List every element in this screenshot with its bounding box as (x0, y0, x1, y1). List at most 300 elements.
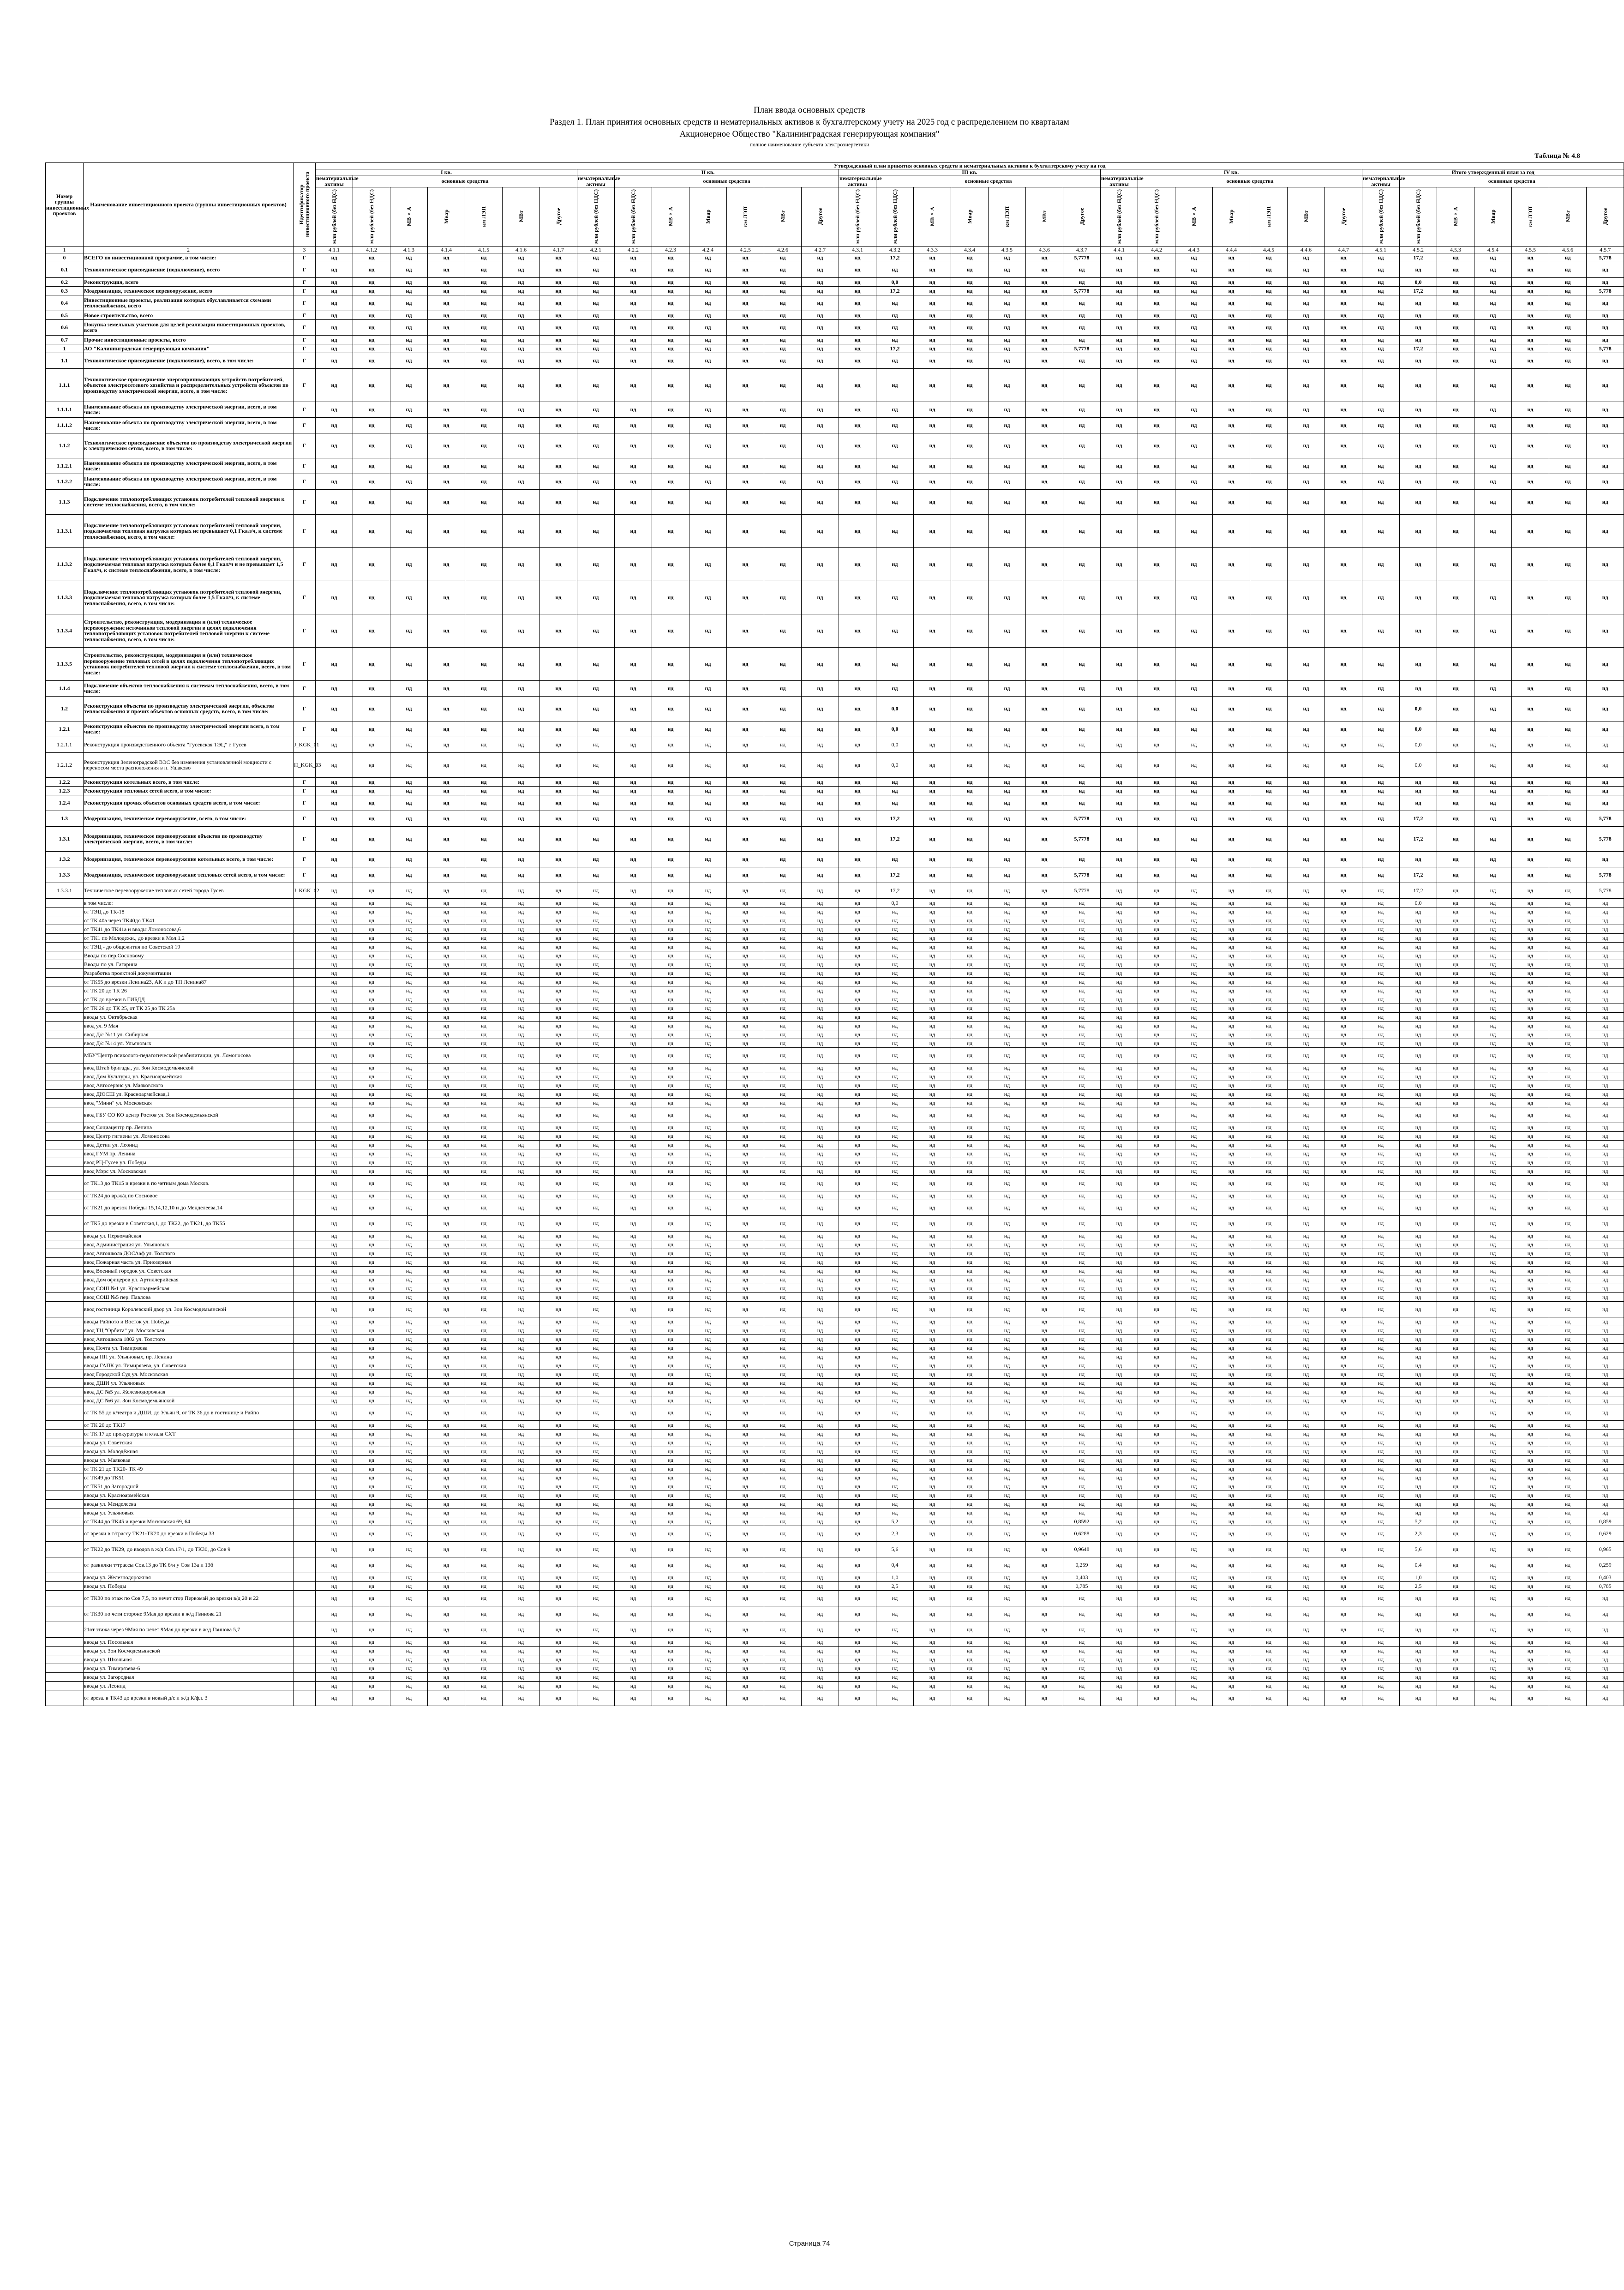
row-value: нд (428, 335, 465, 344)
row-value: нд (1026, 614, 1063, 647)
row-value: нд (1587, 1370, 1624, 1378)
row-value: нд (316, 696, 353, 721)
row-value: нд (428, 1301, 465, 1317)
row-value: нд (1362, 1464, 1400, 1473)
row-value: нд (1362, 311, 1400, 319)
row-value: нд (689, 867, 727, 883)
row-number: 1.1.3.2 (46, 547, 84, 581)
row-value: нд (802, 647, 839, 680)
row-value: нд (1101, 898, 1138, 907)
row-value: нд (802, 353, 839, 368)
row-value: нд (540, 286, 577, 295)
row-number (46, 1107, 84, 1123)
row-value: нд (615, 1166, 652, 1175)
row-value: 0,9648 (1063, 1541, 1101, 1557)
row-value: нд (951, 1275, 989, 1284)
row-value: нд (951, 1292, 989, 1301)
table-row (46, 1284, 1624, 1292)
row-value: нд (1138, 696, 1175, 721)
row-value: нд (503, 925, 540, 933)
row-value: нд (1101, 721, 1138, 737)
row-value: нд (652, 680, 689, 696)
row-value: нд (428, 1021, 465, 1030)
row-value: нд (1250, 1140, 1288, 1149)
row-name: от ТК 21 до ТК20- ТК 49 (84, 1464, 294, 1473)
row-value: нд (1437, 1301, 1474, 1317)
row-value: нд (1063, 458, 1101, 474)
row-name: Модернизация, техническое перевооружение тепловых сетей всего, в том числе: (84, 867, 294, 883)
row-value: нд (540, 867, 577, 883)
row-value: нд (615, 737, 652, 752)
row-value: нд (1474, 1266, 1512, 1275)
table-row (46, 1215, 1624, 1231)
row-value: нд (1175, 1606, 1213, 1622)
row-value: нд (1512, 1284, 1549, 1292)
row-ident (294, 1378, 316, 1387)
row-value: нд (540, 1284, 577, 1292)
row-value: нд (951, 995, 989, 1004)
row-value: нд (727, 474, 764, 489)
row-value: нд (1138, 1473, 1175, 1482)
row-value: нд (503, 867, 540, 883)
row-name: Подключение теплопотребляющих установок потребителей тепловой энергии, подключаемая тепловая нагрузка которых более 0,1 Гкал/ч и не превышает 1,5 Гкал/ч, к системе теплоснабжения, всего, в том числе: (84, 547, 294, 581)
row-value: нд (1512, 1681, 1549, 1690)
table-row (46, 1420, 1624, 1429)
row-value: нд (876, 1240, 914, 1249)
row-value: нд (1063, 319, 1101, 335)
row-value: нд (1175, 1378, 1213, 1387)
row-value: нд (1362, 1690, 1400, 1706)
row-value: нд (615, 883, 652, 898)
row-value: нд (951, 811, 989, 826)
row-value: нд (353, 1690, 390, 1706)
row-value: нд (465, 1231, 503, 1240)
col-header-unit-text: МВ×А (405, 207, 412, 227)
row-name: Технологическое присоединение объектов по производству электрической энергии к электрическим сетям, всего, в том числе: (84, 433, 294, 458)
row-value: нд (1063, 1334, 1101, 1343)
row-value: нд (503, 1455, 540, 1464)
row-value: нд (1175, 286, 1213, 295)
row-value: нд (1063, 1343, 1101, 1352)
row-value: нд (1400, 977, 1437, 986)
row-value: нд (1474, 1107, 1512, 1123)
row-value: нд (1250, 1429, 1288, 1438)
row-value: нд (1101, 942, 1138, 951)
row-name: Реконструкция Зеленоградской ВЭС без изменения установленной мощности с переносом места расположения в п. Ушаково (84, 752, 294, 777)
row-number (46, 1655, 84, 1664)
row-value: нд (1587, 262, 1624, 277)
table-row (46, 883, 1624, 898)
row-value: нд (802, 1405, 839, 1420)
row-value: нд (1175, 1420, 1213, 1429)
row-value: 5,778 (1587, 867, 1624, 883)
row-value: нд (540, 1149, 577, 1158)
row-value: нд (615, 344, 652, 353)
row-value: нд (577, 1215, 615, 1231)
row-value: нд (652, 1317, 689, 1326)
row-value: нд (1026, 1175, 1063, 1191)
row-value: нд (1512, 1301, 1549, 1317)
row-value: нд (1587, 960, 1624, 968)
row-value: нд (652, 1072, 689, 1081)
row-value: нд (1437, 883, 1474, 898)
row-value: нд (1288, 514, 1325, 547)
row-value: нд (839, 1557, 876, 1573)
row-value: нд (615, 402, 652, 417)
row-ident (294, 1063, 316, 1072)
row-value: нд (428, 1370, 465, 1378)
row-value: нд (802, 907, 839, 916)
row-value: нд (1101, 786, 1138, 795)
row-value: нд (1213, 1420, 1250, 1429)
row-value: нд (465, 1672, 503, 1681)
row-value: нд (802, 1672, 839, 1681)
row-value: нд (1325, 1072, 1362, 1081)
row-value: нд (1026, 977, 1063, 986)
row-value: нд (1437, 1646, 1474, 1655)
row-value: нд (727, 344, 764, 353)
row-value: нд (839, 867, 876, 883)
table-row (46, 1387, 1624, 1396)
col-header-unit-text: Мвар (1228, 209, 1234, 224)
row-value: 0,785 (1587, 1581, 1624, 1590)
row-value: нд (1288, 851, 1325, 867)
table-row (46, 1590, 1624, 1606)
row-value: нд (1250, 1387, 1288, 1396)
row-value: нд (1026, 1191, 1063, 1200)
row-value: нд (503, 1231, 540, 1240)
row-value: нд (390, 417, 428, 433)
row-number (46, 1622, 84, 1637)
row-value: нд (316, 1438, 353, 1447)
row-value: нд (1250, 1573, 1288, 1581)
row-value: нд (503, 1047, 540, 1063)
row-value: нд (652, 277, 689, 286)
row-ident: Г (294, 795, 316, 811)
row-value: нд (1549, 514, 1587, 547)
row-value: нд (1250, 696, 1288, 721)
row-value: нд (989, 1429, 1026, 1438)
row-number (46, 1370, 84, 1378)
row-value: нд (1512, 1690, 1549, 1706)
row-value: нд (652, 907, 689, 916)
row-value: нд (1250, 1378, 1288, 1387)
table-row (46, 311, 1624, 319)
row-value: нд (951, 1429, 989, 1438)
row-value: нд (1175, 752, 1213, 777)
col-header-quarter: II кв. (577, 169, 839, 175)
col-code: 4.5.5 (1512, 247, 1549, 253)
row-value: нд (1474, 1581, 1512, 1590)
row-value: нд (1325, 474, 1362, 489)
row-value: нд (1512, 547, 1549, 581)
row-value: нд (503, 295, 540, 311)
row-value: нд (1512, 1215, 1549, 1231)
row-value: нд (1325, 1292, 1362, 1301)
row-value: нд (1101, 1123, 1138, 1131)
row-value: нд (1437, 851, 1474, 867)
row-value: нд (1213, 458, 1250, 474)
row-value: нд (1138, 1526, 1175, 1541)
row-value: нд (764, 1317, 802, 1326)
row-value: нд (1512, 433, 1549, 458)
row-ident (294, 942, 316, 951)
row-value: нд (1587, 1508, 1624, 1517)
row-value: нд (1288, 1334, 1325, 1343)
row-value: нд (1288, 777, 1325, 786)
row-value: нд (1213, 1123, 1250, 1131)
row-number: 1.1.3.5 (46, 647, 84, 680)
row-value: нд (615, 319, 652, 335)
row-value: нд (652, 1047, 689, 1063)
row-value: нд (615, 1690, 652, 1706)
row-ident (294, 1215, 316, 1231)
row-ident (294, 1047, 316, 1063)
row-value: нд (652, 1140, 689, 1149)
row-value: нд (1213, 1655, 1250, 1664)
row-value: нд (802, 883, 839, 898)
row-value: нд (353, 433, 390, 458)
row-value: нд (727, 319, 764, 335)
row-value: нд (390, 1499, 428, 1508)
row-value: нд (577, 1637, 615, 1646)
row-value: нд (540, 680, 577, 696)
row-value: нд (465, 1646, 503, 1655)
row-number (46, 1257, 84, 1266)
row-value: нд (802, 295, 839, 311)
row-value: нд (914, 942, 951, 951)
row-value: нд (764, 925, 802, 933)
row-value: нд (1213, 647, 1250, 680)
row-value: нд (1288, 1301, 1325, 1317)
row-value: нд (1400, 1089, 1437, 1098)
row-value: нд (1325, 1166, 1362, 1175)
row-value: нд (1549, 1266, 1587, 1275)
row-value: нд (689, 1240, 727, 1249)
row-value: 5,7778 (1063, 826, 1101, 851)
row-value: нд (1587, 898, 1624, 907)
row-value: нд (353, 1508, 390, 1517)
row-value: нд (989, 1541, 1026, 1557)
row-value: нд (428, 1149, 465, 1158)
row-value: нд (1175, 262, 1213, 277)
row-ident (294, 916, 316, 925)
row-value: нд (727, 1191, 764, 1200)
row-value: нд (1549, 907, 1587, 916)
row-value: нд (989, 1606, 1026, 1622)
row-value: нд (727, 253, 764, 262)
row-value: нд (428, 826, 465, 851)
row-value: нд (428, 1455, 465, 1464)
col-header-ident-text: Идентификатор инвестиционного проекта (298, 171, 311, 237)
row-value: нд (390, 547, 428, 581)
row-value: нд (989, 1622, 1026, 1637)
row-value: нд (1213, 311, 1250, 319)
row-value: нд (316, 1240, 353, 1249)
row-value: нд (689, 1622, 727, 1637)
row-value: нд (390, 1581, 428, 1590)
row-value: нд (1250, 1664, 1288, 1672)
row-value: нд (540, 1508, 577, 1517)
row-value: нд (577, 474, 615, 489)
row-value: нд (503, 1215, 540, 1231)
row-value: нд (465, 1140, 503, 1149)
row-value: нд (951, 581, 989, 614)
row-value: нд (1063, 1681, 1101, 1690)
row-name: вводы ул. Загородная (84, 1672, 294, 1681)
row-value: нд (1587, 458, 1624, 474)
row-value: нд (1474, 547, 1512, 581)
row-value: нд (615, 1622, 652, 1637)
row-value: нд (876, 1030, 914, 1039)
row-value: нд (1250, 951, 1288, 960)
row-value: нд (652, 995, 689, 1004)
row-value: нд (577, 1089, 615, 1098)
row-value: нд (1175, 402, 1213, 417)
row-value: нд (727, 737, 764, 752)
row-value: нд (465, 647, 503, 680)
row-value: нд (989, 614, 1026, 647)
row-value: нд (540, 752, 577, 777)
row-value: нд (428, 1131, 465, 1140)
row-value: нд (1250, 417, 1288, 433)
row-value: нд (951, 968, 989, 977)
row-value: нд (1362, 1387, 1400, 1396)
row-value: нд (1026, 547, 1063, 581)
row-value: нд (390, 514, 428, 547)
col-header-unit (1437, 187, 1474, 247)
row-value: нд (951, 402, 989, 417)
row-name: ввод Автошкола ДОСАаф ул. Толстого (84, 1249, 294, 1257)
row-value: нд (989, 1098, 1026, 1107)
row-ident (294, 1343, 316, 1352)
row-number (46, 1681, 84, 1690)
row-value: нд (914, 319, 951, 335)
row-value: нд (615, 1491, 652, 1499)
row-value: нд (764, 1378, 802, 1387)
row-value: нд (1101, 311, 1138, 319)
row-value: нд (390, 1405, 428, 1420)
row-value: нд (428, 1175, 465, 1191)
row-value: нд (1250, 1491, 1288, 1499)
row-value: нд (802, 721, 839, 737)
row-value: нд (1063, 614, 1101, 647)
row-value: нд (876, 1047, 914, 1063)
row-value: нд (353, 489, 390, 514)
row-value: нд (1437, 1438, 1474, 1447)
row-value: нд (802, 474, 839, 489)
row-value: нд (951, 1301, 989, 1317)
row-ident (294, 1200, 316, 1215)
row-value: нд (1288, 811, 1325, 826)
row-value: нд (1175, 1508, 1213, 1517)
row-value: нд (390, 1158, 428, 1166)
row-value: нд (1063, 1590, 1101, 1606)
col-header-unit (353, 187, 390, 247)
row-value: нд (540, 1200, 577, 1215)
row-value: нд (1063, 514, 1101, 547)
row-value: нд (577, 1021, 615, 1030)
row-name: от ТК41 до ТК41а и вводы Ломоносова,6 (84, 925, 294, 933)
row-value: нд (1288, 262, 1325, 277)
row-value: нд (615, 1215, 652, 1231)
row-number: 1.1 (46, 353, 84, 368)
row-value: нд (764, 1215, 802, 1231)
row-value: нд (390, 1107, 428, 1123)
row-value: нд (615, 1158, 652, 1166)
row-value: нд (802, 1231, 839, 1240)
row-value: нд (1325, 1387, 1362, 1396)
row-value: нд (951, 1166, 989, 1175)
row-value: нд (652, 1557, 689, 1573)
row-name: вводы ул. Молодёжная (84, 1447, 294, 1455)
row-name: вводы ул. Школьная (84, 1655, 294, 1664)
row-value: нд (1362, 916, 1400, 925)
row-value: нд (1474, 1361, 1512, 1370)
row-value: нд (428, 1249, 465, 1257)
row-value: нд (689, 968, 727, 977)
row-value: нд (353, 581, 390, 614)
row-value: нд (1026, 777, 1063, 786)
row-value: нд (316, 1352, 353, 1361)
row-value: нд (577, 1420, 615, 1429)
row-value: нд (316, 311, 353, 319)
row-value: нд (689, 1249, 727, 1257)
row-value: нд (503, 1664, 540, 1672)
row-value: нд (839, 1107, 876, 1123)
row-value: нд (1400, 1655, 1437, 1664)
row-value: нд (1512, 1098, 1549, 1107)
row-value: нд (503, 1464, 540, 1473)
row-value: нд (1400, 1473, 1437, 1482)
table-row (46, 474, 1624, 489)
row-value: нд (876, 1664, 914, 1672)
row-value: нд (503, 1191, 540, 1200)
row-value: нд (914, 1464, 951, 1473)
row-value: нд (353, 995, 390, 1004)
row-value: нд (1325, 898, 1362, 907)
row-value: нд (1400, 1123, 1437, 1131)
row-value: нд (1101, 1334, 1138, 1343)
row-value: нд (1437, 614, 1474, 647)
row-value: нд (727, 368, 764, 402)
row-value: нд (1101, 1378, 1138, 1387)
row-value: нд (1437, 514, 1474, 547)
row-value: нд (1549, 1672, 1587, 1681)
row-value: нд (1138, 1482, 1175, 1491)
row-value: нд (615, 942, 652, 951)
table-row (46, 262, 1624, 277)
row-value: нд (465, 1284, 503, 1292)
row-value: нд (914, 795, 951, 811)
row-value: нд (914, 1378, 951, 1387)
row-value: нд (1512, 1590, 1549, 1606)
row-value: нд (1026, 353, 1063, 368)
row-value: нд (1138, 458, 1175, 474)
row-value: нд (1175, 986, 1213, 995)
row-value: нд (914, 777, 951, 786)
row-value: нд (1437, 1655, 1474, 1664)
row-value: нд (839, 960, 876, 968)
row-value: нд (1549, 474, 1587, 489)
row-value: нд (1437, 826, 1474, 851)
row-value: нд (1288, 614, 1325, 647)
row-value: нд (1213, 1039, 1250, 1047)
row-value: нд (1474, 1063, 1512, 1072)
row-value: нд (802, 1491, 839, 1499)
row-value: нд (390, 1334, 428, 1343)
row-value: нд (1026, 1098, 1063, 1107)
